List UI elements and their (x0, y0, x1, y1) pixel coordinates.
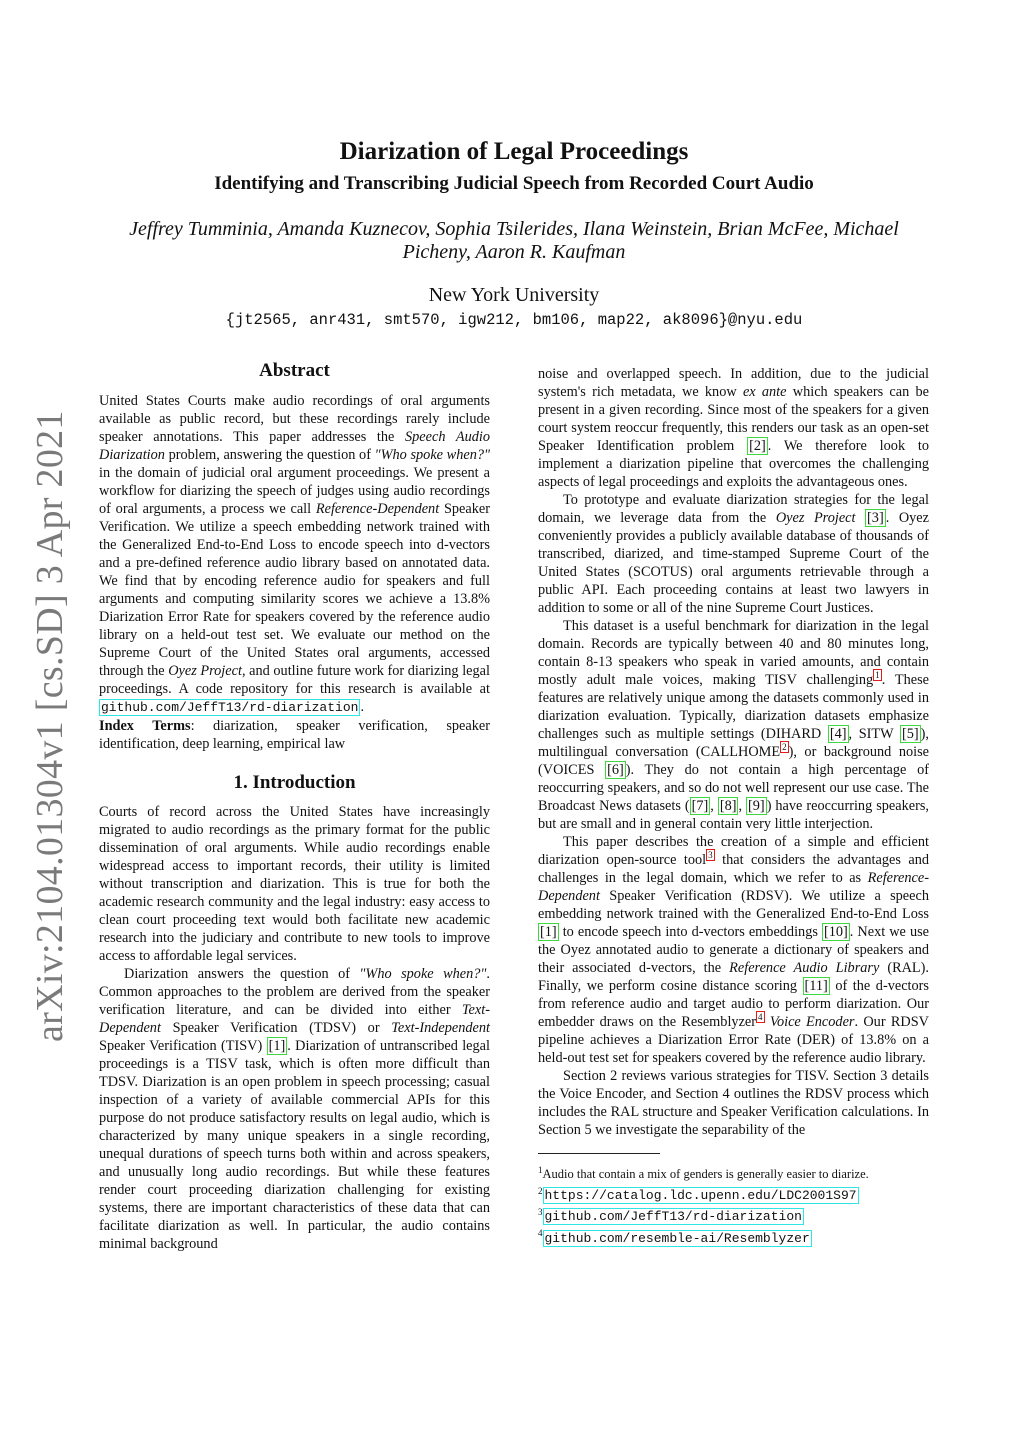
intro-paragraph-5: This dataset is a useful benchmark for diarization in the legal domain. Records are typically between 40 and 80 minutes long, contain 8-13 speakers who speak in varied amounts, and contain mostly adult male voices, making TISV challenging $^1$ . These features are relatively unique among the datasets commonly used in diarization evaluation. Typically, diarization datasets emphasize challenges such as multiple settings (DIHARD [4] , SITW [5] ), multilingual conversation (CALLHOME $^2$ ), or background noise (VOICES [6] ). They do not contain a high percentage of reoccurring speakers, and so do not well represent our use case. The Broadcast News datasets ( [7] , [8] , [9] ) have reoccurring speakers, but are small and in general contain very little interjection. (538, 618, 929, 832)
footnote-ref[interactable]: 3 (708, 850, 713, 861)
footnote-2: $^2$ https://catalog.ldc.upenn.edu/LDC2001S97 (538, 1186, 857, 1204)
citation-link[interactable]: [10] (823, 924, 848, 940)
intro-paragraph-1: Courts of record across the United States have increasingly migrated to audio recordings as the primary format for the public dissemination of oral arguments. While audio recordings enable widespread access to important records, their utility is limited without transcription and diarization. This is true for both the academic research community and the legal industry: easy access to clean court proceeding text would both facilitate new academic research into the judiciary and contribute to new tools to improve access to affordable legal services. (99, 804, 490, 964)
citation-link[interactable]: [9] (748, 798, 765, 814)
citation-link[interactable]: [5] (901, 726, 919, 742)
footnote-divider (538, 1153, 660, 1154)
affiliation: New York University (428, 284, 600, 306)
footnote-1: $^1$Audio that contain a mix of genders is generally easier to diarize. (538, 1165, 869, 1182)
citation-link[interactable]: [3] (867, 510, 884, 526)
author-emails: {jt2565, anr431, smt570, igw212, bm106, map22, ak8096}@nyu.edu (225, 311, 803, 329)
footnote-ref[interactable]: 4 (758, 1012, 763, 1023)
paper-subtitle: Identifying and Transcribing Judicial Speech from Recorded Court Audio (214, 173, 814, 194)
abstract-text: United States Courts make audio recordings of oral arguments available as public record, but these recordings rarely include speaker annotations. This paper addresses the Speech Audio Diarization problem, answering the question of "Who spoke when?" in the domain of judicial oral argument proceedings. We present a workflow for diarizing the speech of judges using audio recordings of oral arguments, a process we call Reference-Dependent Speaker Verification. We utilize a speech embedding network trained with the Generalized End-to-End Loss to encode speech into d-vectors and a pre-defined reference audio library based on annotated data. We find that by encoding reference audio for speakers and full arguments and computing similarity scores we achieve a 13.8% Diarization Error Rate for speakers covered by the reference audio library on a held-out test set. We evaluate our method on the Supreme Court of the United States oral arguments, accessed through the Oyez Project, and outline future work for diarizing legal proceedings. A code repository for this research is available at github.com/JeffT13/rd-diarization . (99, 393, 490, 715)
intro-paragraph-6: This paper describes the creation of a simple and efficient diarization open-source tool $^3$ that considers the advantages and challenges in the legal domain, which we refer to as Reference-Dependent Speaker Verification (RDSV). We utilize a speech embedding network trained with the Generalized End-to-End Loss [1] to encode speech into d-vectors embeddings [10] . Next we use the Oyez annotated audio to generate a dictionary of speakers and their associated d-vectors, the Reference Audio Library (RAL). Finally, we perform cosine distance scoring [11] of the d-vectors from reference audio and target audio to perform diarization. Our embedder draws on the Resemblyzer $^4$ Voice Encoder. Our RDSV pipeline achieves a Diarization Error Rate (DER) of 13.8% on a held-out test set for speakers covered by the reference audio library. (538, 834, 930, 1066)
right-column (538, 365, 929, 1247)
introduction-heading: 1. Introduction (233, 772, 356, 793)
intro-paragraph-4: To prototype and evaluate diarization strategies for the legal domain, we leverage data from the Oyez Project [3] . Oyez conveniently provides a publicly available database of thousands of transcribed, diarized, and time-stamped Supreme Court of the United States (SCOTUS) oral arguments retrievable through a public API. Each proceeding contains at least two lawyers in addition to some or all of the nine Supreme Court Justices. (538, 492, 929, 616)
authors-line-1: Jeffrey Tumminia, Amanda Kuznecov, Sophia Tsilerides, Ilana Weinstein, Brian McFee, Michael (129, 218, 899, 240)
arxiv-side-label: arXiv:2104.01304v1 [cs.SD] 3 Apr 2021 (29, 410, 71, 1042)
citation-link[interactable]: [1] (540, 924, 557, 940)
footnote-ref[interactable]: 2 (782, 742, 787, 753)
footnote-link[interactable]: https://catalog.ldc.upenn.edu/LDC2001S97 (544, 1188, 857, 1204)
intro-paragraph-2: Diarization answers the question of "Who spoke when?". Common approaches to the problem are derived from the speaker verification literature, and can be divided into either Text-Dependent Speaker Verification (TDSV) or Text-Independent Speaker Verification (TISV) [1] . Diarization of untranscribed legal proceedings is a TISV task, which is often more difficult than TDSV. Diarization is an open problem in speech processing; casual inspection of a variety of available commercial APIs for this purpose do not produce satisfactory results on legal audio, which is characterized by many unique speakers in a single recording, unequal durations of speech turns both within and across speakers, and unusually long audio recordings. But while these features render court proceeding diarization challenging for existing systems, there are important characteristics of these data that can facilitate diarization as well. In particular, the audio contains minimal background (99, 966, 490, 1252)
intro-paragraph-3: noise and overlapped speech. In addition, due to the judicial system's rich metadata, we know ex ante which speakers can be present in a given recording. Since most of the speakers for a given court system reoccur frequently, this renders our task as an open-set Speaker Identification problem [2] . We therefore look to implement a diarization pipeline that overcomes the challenging aspects of legal proceedings and exploits the advantageous ones. (538, 366, 929, 490)
footnote-4: $^4$ github.com/resemble-ai/Resemblyzer (538, 1228, 810, 1246)
index-terms: Index Terms: diarization, speaker verification, speaker identification, deep learning, empirical law (99, 718, 490, 752)
abstract-heading: Abstract (259, 360, 330, 381)
citation-link[interactable]: [4] (829, 726, 847, 742)
footnote-ref[interactable]: 1 (875, 670, 880, 681)
paper-title: Diarization of Legal Proceedings (339, 138, 689, 165)
author-list (100, 218, 928, 264)
footnote-3: $^3$ github.com/JeffT13/rd-diarization (538, 1207, 802, 1225)
footnotes (538, 1162, 929, 1247)
footnote-link[interactable]: github.com/JeffT13/rd-diarization (544, 1209, 802, 1225)
citation-link[interactable]: [2] (749, 438, 766, 454)
citation-link[interactable]: [1] (268, 1038, 286, 1054)
citation-link[interactable]: [7] (691, 798, 709, 814)
citation-link[interactable]: [11] (804, 978, 828, 994)
left-column (99, 362, 490, 1253)
citation-link[interactable]: [8] (719, 798, 737, 814)
repo-link[interactable]: github.com/JeffT13/rd-diarization (101, 700, 359, 715)
intro-paragraph-7: Section 2 reviews various strategies for TISV. Section 3 details the Voice Encoder, and Section 4 outlines the RDSV process which includes the RAL structure and Speaker Verification calculations. In Section 5 we investigate the separability of the (538, 1068, 929, 1138)
citation-link[interactable]: [6] (607, 762, 624, 778)
footnote-link[interactable]: github.com/resemble-ai/Resemblyzer (544, 1230, 810, 1246)
authors-line-2: Picheny, Aaron R. Kaufman (402, 241, 626, 263)
